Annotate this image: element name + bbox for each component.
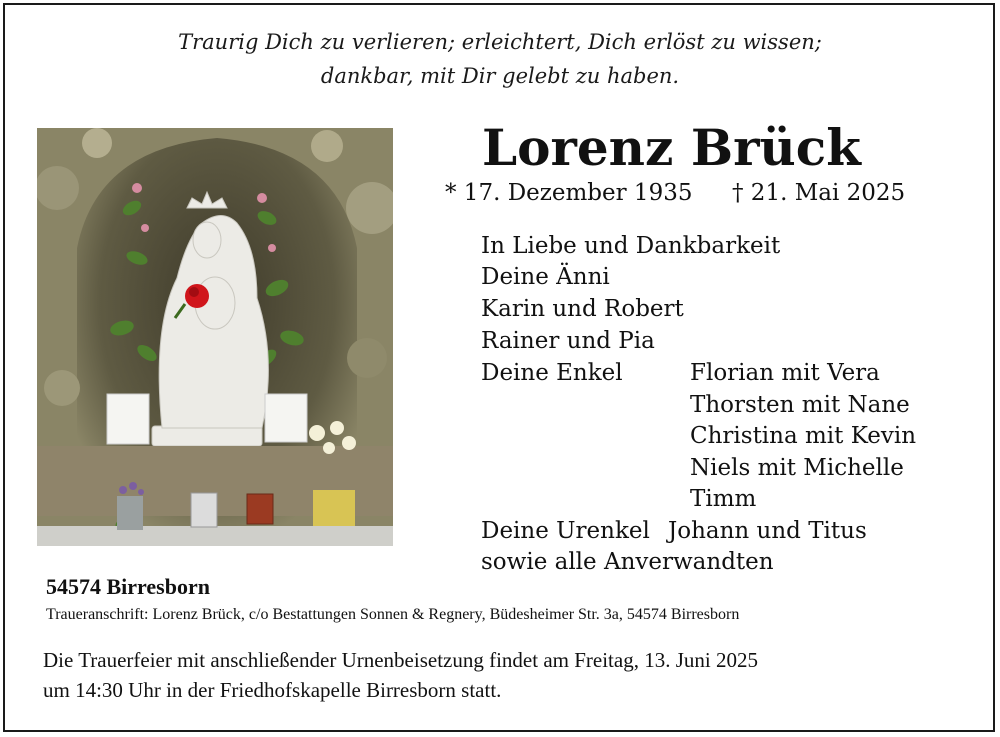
mourning-address: Traueranschrift: Lorenz Brück, c/o Bestattungen Sonnen & Regnery, Büdesheimer Str. 3a, 54574 Birresborn (46, 606, 740, 623)
service-line-1: Die Trauerfeier mit anschließender Urnenbeisetzung findet am Freitag, 13. Juni 2025 (43, 648, 758, 672)
service-line-2: um 14:30 Uhr in der Friedhofskapelle Birresborn statt. (43, 678, 502, 702)
deceased-name: Lorenz Brück (482, 118, 861, 177)
mourner-spouse: Deine Änni (481, 264, 610, 290)
great-grandchildren-names: Johann und Titus (668, 518, 867, 544)
great-grandchildren-label: Deine Urenkel (481, 518, 650, 544)
death-date: † 21. Mai 2025 (732, 180, 906, 206)
quote-line-2: dankbar, mit Dir gelebt zu haben. (320, 64, 680, 88)
grandchild-entry: Timm (690, 486, 757, 512)
grandchildren-label: Deine Enkel (481, 360, 623, 386)
birth-date: * 17. Dezember 1935 (445, 180, 693, 206)
grandchild-entry: Christina mit Kevin (690, 423, 917, 449)
grandchild-entry: Florian mit Vera (690, 360, 880, 386)
mourners-intro: In Liebe und Dankbarkeit (481, 233, 781, 259)
location: 54574 Birresborn (46, 574, 210, 599)
mourner-child: Karin und Robert (481, 296, 684, 322)
madonna-grotto-icon (37, 128, 393, 546)
quote-line-1: Traurig Dich zu verlieren; erleichtert, Dich erlöst zu wissen; (178, 30, 822, 54)
mourners-closing: sowie alle Anverwandten (481, 549, 774, 575)
grandchild-entry: Thorsten mit Nane (690, 392, 910, 418)
mourner-child: Rainer und Pia (481, 328, 655, 354)
grandchild-entry: Niels mit Michelle (690, 455, 904, 481)
